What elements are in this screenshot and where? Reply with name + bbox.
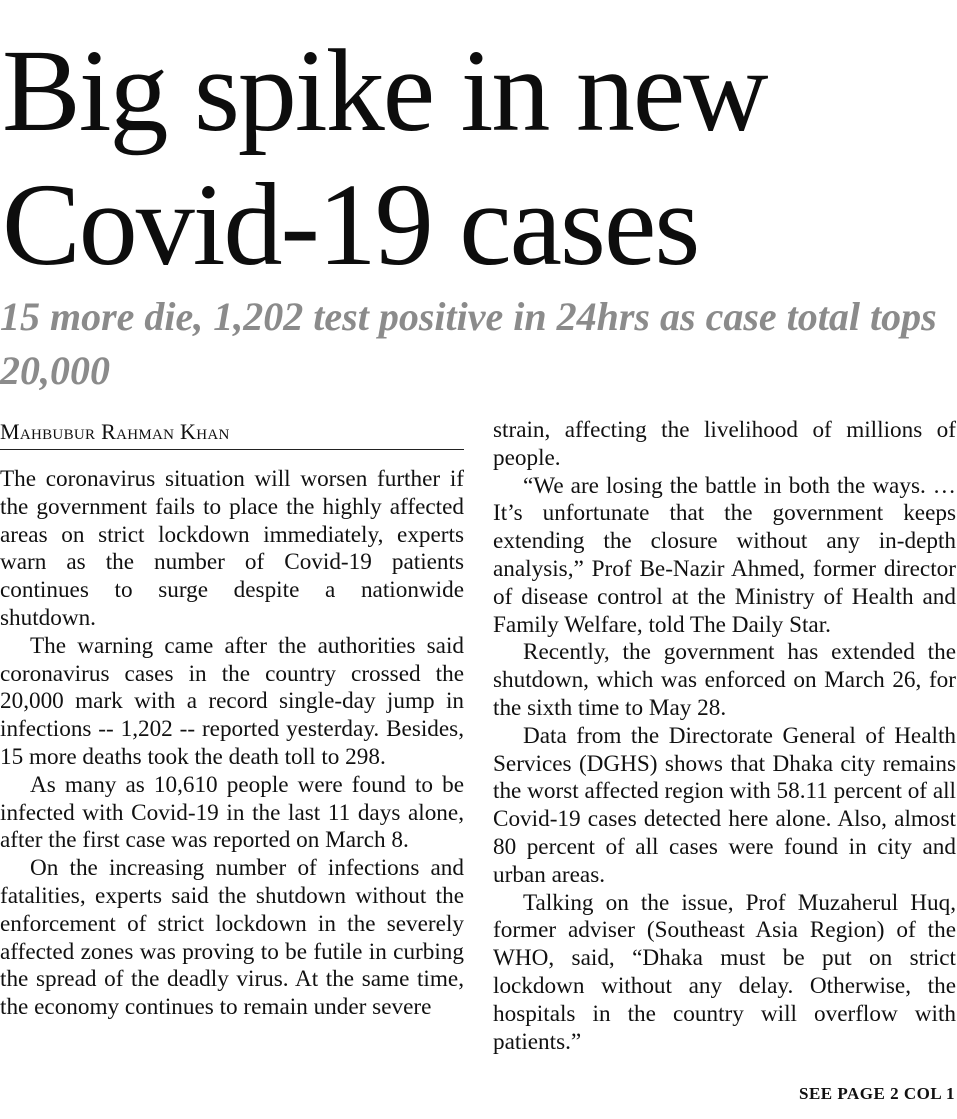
article-column-left: [0, 417, 464, 1022]
byline: Mahbubur Rahman Khan: [0, 417, 464, 450]
article-paragraph: As many as 10,610 people were found to be infected with Covid-19 in the last 11 days alone, after the first case was reported on March 8.: [0, 771, 464, 854]
article-paragraph: On the increasing number of infections and fatalities, experts said the shutdown without the enforcement of strict lockdown in the severely affected zones was proving to be futile in curbing the spread of the deadly virus. At the same time, the economy continues to remain under severe: [0, 855, 464, 1021]
subheadline: 15 more die, 1,202 test positive in 24hrs as case total tops 20,000: [0, 294, 937, 393]
article-paragraph: The warning came after the authorities said coronavirus cases in the country crossed the 20,000 mark with a record single-day jump in infections -- 1,202 -- reported yesterday. Besides, 15 more deaths took the death toll to 298.: [0, 632, 464, 770]
article-paragraph: strain, affecting the livelihood of millions of people.: [493, 417, 956, 471]
article-column-right: [493, 417, 956, 1056]
continued-jump-line: SEE PAGE 2 COL 1: [799, 1084, 955, 1103]
article-paragraph: Recently, the government has extended the shutdown, which was enforced on March 26, for the sixth time to May 28.: [493, 639, 956, 721]
headline: Big spike in new Covid-19 cases: [2, 25, 767, 290]
article-paragraph: Data from the Directorate General of Health Services (DGHS) shows that Dhaka city remains the worst affected region with 58.11 percent of all Covid-19 cases detected here alone. Also, almost 80 percent of all cases were found in city and urban areas.: [493, 722, 956, 888]
article-paragraph: Talking on the issue, Prof Muzaherul Huq, former adviser (Southeast Asia Region) of the WHO, said, “Dhaka must be put on strict lockdown without any delay. Otherwise, the hospitals in the country will overflow with patients.”: [493, 889, 956, 1055]
article-paragraph: “We are losing the battle in both the ways. … It’s unfortunate that the government keeps extending the closure without any in-depth analysis,” Prof Be-Nazir Ahmed, former director of disease control at the Ministry of Health and Family Welfare, told The Daily Star.: [493, 472, 956, 638]
article-paragraph: The coronavirus situation will worsen further if the government fails to place the highly affected areas on strict lockdown immediately, experts warn as the number of Covid-19 patients continues to surge despite a nationwide shutdown.: [0, 466, 464, 631]
